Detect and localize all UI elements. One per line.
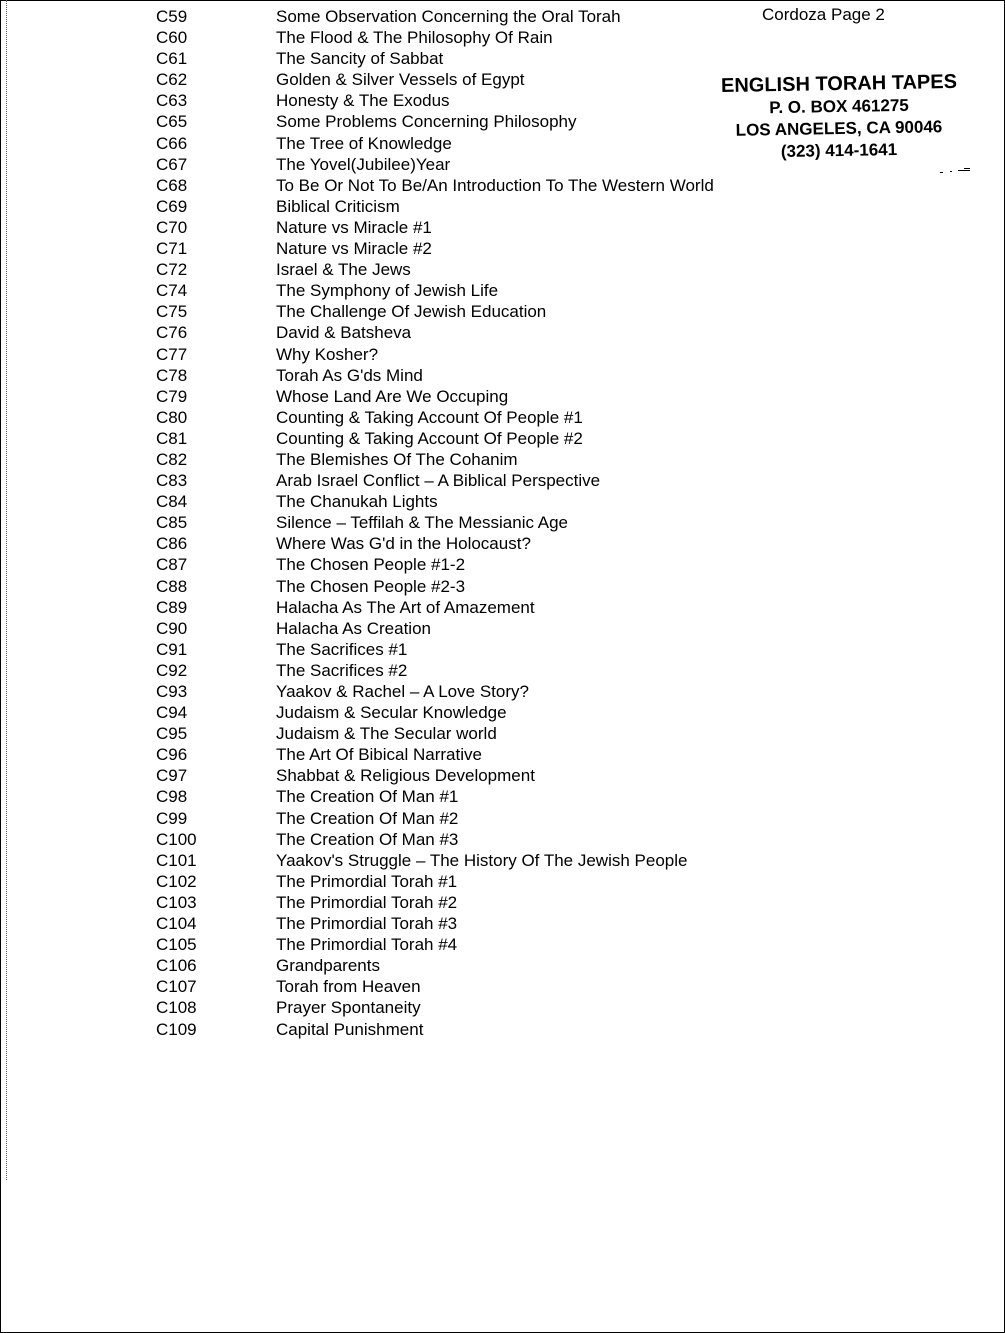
tape-title: Torah from Heaven xyxy=(276,977,421,997)
tape-code: C67 xyxy=(156,154,188,174)
tape-code: C103 xyxy=(156,892,197,912)
tape-title: The Challenge Of Jewish Education xyxy=(276,302,547,322)
list-item xyxy=(0,344,1005,365)
tape-title: Shabbat & Religious Development xyxy=(276,766,535,786)
tape-title: The Chosen People #2-3 xyxy=(276,576,466,596)
list-item xyxy=(0,196,1005,217)
list-item xyxy=(0,48,1005,69)
list-item xyxy=(0,618,1005,639)
list-item xyxy=(0,786,1005,807)
company-phone: (323) 414-1641 xyxy=(780,139,898,162)
tape-code: C74 xyxy=(156,281,188,301)
tape-code: C101 xyxy=(156,850,197,870)
tape-code: C59 xyxy=(156,7,188,26)
tape-title: The Primordial Torah #4 xyxy=(276,935,458,955)
tape-code: C108 xyxy=(156,998,197,1018)
tape-code: C82 xyxy=(156,449,188,469)
tape-code: C90 xyxy=(156,618,188,638)
tape-title: Capital Punishment xyxy=(276,1019,424,1039)
tape-code: C84 xyxy=(156,492,188,512)
tape-title: Golden & Silver Vessels of Egypt xyxy=(276,70,525,90)
list-item xyxy=(0,660,1005,681)
tape-code: C98 xyxy=(156,787,188,807)
list-item xyxy=(0,597,1005,618)
tape-code: C61 xyxy=(156,49,188,69)
tape-code: C88 xyxy=(156,576,188,596)
tape-title: The Creation Of Man #3 xyxy=(276,829,459,849)
list-item xyxy=(0,491,1005,512)
tape-title: Halacha As The Art of Amazement xyxy=(276,597,535,617)
list-item xyxy=(0,407,1005,428)
tape-title: Counting & Taking Account Of People #2 xyxy=(276,428,583,448)
list-item xyxy=(0,702,1005,723)
tape-code: C89 xyxy=(156,597,188,617)
list-item xyxy=(0,133,1005,154)
list-item xyxy=(0,154,1005,175)
tape-title: Yaakov & Rachel – A Love Story? xyxy=(276,682,529,701)
tape-code: C96 xyxy=(156,745,188,765)
tape-code: C68 xyxy=(156,175,188,195)
tape-title: Judaism & The Secular world xyxy=(276,724,497,744)
list-item xyxy=(0,386,1005,407)
tape-code: C85 xyxy=(156,513,188,533)
tape-code: C86 xyxy=(156,534,188,554)
tape-code: C76 xyxy=(156,323,188,343)
list-item xyxy=(0,576,1005,597)
list-item xyxy=(0,533,1005,554)
tape-code: C97 xyxy=(156,766,188,786)
tape-title: The Primordial Torah #1 xyxy=(276,871,458,891)
tape-title: David & Batsheva xyxy=(276,323,412,343)
company-name: ENGLISH TORAH TAPES xyxy=(720,70,958,98)
tape-title: Grandparents xyxy=(276,956,380,976)
tape-title: The Tree of Knowledge xyxy=(276,133,452,153)
list-item xyxy=(0,90,1005,111)
list-item xyxy=(0,69,1005,90)
list-item xyxy=(0,554,1005,575)
tape-title: Biblical Criticism xyxy=(276,196,400,216)
list-item xyxy=(0,6,1005,27)
tape-title: Arab Israel Conflict – A Biblical Perspective xyxy=(276,471,601,491)
list-item xyxy=(0,259,1005,280)
tape-title: The Sancity of Sabbat xyxy=(276,49,444,69)
tape-title: The Chosen People #1-2 xyxy=(276,555,466,575)
tape-code: C81 xyxy=(156,428,188,448)
tape-code: C77 xyxy=(156,344,188,364)
tape-code: C78 xyxy=(156,365,188,385)
tape-title: Prayer Spontaneity xyxy=(276,998,421,1018)
list-item xyxy=(0,27,1005,48)
tape-code: C104 xyxy=(156,914,197,934)
tape-code: C71 xyxy=(156,239,188,259)
tape-list xyxy=(0,6,1005,1040)
tape-code: C94 xyxy=(156,703,188,723)
list-item xyxy=(0,808,1005,829)
tape-code: C72 xyxy=(156,260,188,280)
tape-code: C60 xyxy=(156,28,188,48)
list-item xyxy=(0,723,1005,744)
list-item xyxy=(0,639,1005,660)
tape-code: C102 xyxy=(156,871,197,891)
list-item xyxy=(0,1019,1005,1040)
tape-code: C80 xyxy=(156,407,188,427)
tape-code: C99 xyxy=(156,808,188,828)
company-city: LOS ANGELES, CA 90046 xyxy=(735,117,943,140)
tape-title: The Creation Of Man #1 xyxy=(276,787,459,807)
list-item xyxy=(0,681,1005,702)
tape-title: Honesty & The Exodus xyxy=(276,91,450,111)
tape-title: To Be Or Not To Be/An Introduction To The Western World xyxy=(276,175,714,195)
tape-title: The Primordial Torah #2 xyxy=(276,892,458,912)
tape-title: The Sacrifices #2 xyxy=(276,660,408,680)
list-item xyxy=(0,470,1005,491)
tape-title: Some Observation Concerning the Oral Torah xyxy=(276,7,621,26)
tape-code: C65 xyxy=(156,112,188,132)
tape-code: C107 xyxy=(156,977,197,997)
page-label: Cordoza Page 2 xyxy=(762,5,885,24)
tape-code: C62 xyxy=(156,70,188,90)
list-item xyxy=(0,449,1005,470)
tape-code: C79 xyxy=(156,386,188,406)
tape-code: C92 xyxy=(156,660,188,680)
list-item xyxy=(0,365,1005,386)
tape-code: C75 xyxy=(156,302,188,322)
tape-code: C70 xyxy=(156,217,188,237)
list-item xyxy=(0,428,1005,449)
list-item xyxy=(0,217,1005,238)
list-item xyxy=(0,976,1005,997)
tape-code: C69 xyxy=(156,196,188,216)
tape-title: Israel & The Jews xyxy=(276,260,411,280)
tape-title: Why Kosher? xyxy=(276,344,379,364)
tape-title: Halacha As Creation xyxy=(276,618,431,638)
tape-title: The Creation Of Man #2 xyxy=(276,808,459,828)
tape-code: C105 xyxy=(156,935,197,955)
tape-title: The Chanukah Lights xyxy=(276,492,438,512)
list-item xyxy=(0,955,1005,976)
list-item xyxy=(0,280,1005,301)
tape-title: Counting & Taking Account Of People #1 xyxy=(276,407,583,427)
list-item xyxy=(0,850,1005,871)
tape-title: Yaakov's Struggle – The History Of The Jewish People xyxy=(276,850,688,870)
tape-title: The Art Of Bibical Narrative xyxy=(276,745,482,765)
tape-title: Some Problems Concerning Philosophy xyxy=(276,112,577,132)
list-item xyxy=(0,744,1005,765)
list-item xyxy=(0,913,1005,934)
tape-code: C93 xyxy=(156,682,188,701)
list-item xyxy=(0,512,1005,533)
list-item xyxy=(0,175,1005,196)
tape-code: C83 xyxy=(156,471,188,491)
tape-code: C66 xyxy=(156,133,188,153)
list-item xyxy=(0,765,1005,786)
tape-title: The Sacrifices #1 xyxy=(276,639,408,659)
list-item xyxy=(0,238,1005,259)
tape-title: Whose Land Are We Occuping xyxy=(276,386,509,406)
tape-title: The Blemishes Of The Cohanim xyxy=(276,449,518,469)
list-item xyxy=(0,301,1005,322)
tape-title: Nature vs Miracle #1 xyxy=(276,217,432,237)
tape-code: C95 xyxy=(156,724,188,744)
list-item xyxy=(0,829,1005,850)
tape-title: Torah As G'ds Mind xyxy=(276,365,423,385)
list-item xyxy=(0,997,1005,1018)
tape-title: Where Was G'd in the Holocaust? xyxy=(276,534,531,554)
list-item xyxy=(0,322,1005,343)
list-item xyxy=(0,934,1005,955)
company-po-box: P. O. BOX 461275 xyxy=(769,95,909,118)
tape-title: The Flood & The Philosophy Of Rain xyxy=(276,28,553,48)
tape-code: C91 xyxy=(156,639,188,659)
list-item xyxy=(0,111,1005,132)
tape-title: The Primordial Torah #3 xyxy=(276,914,458,934)
tape-title: The Yovel(Jubilee)Year xyxy=(276,154,451,174)
tape-title: The Symphony of Jewish Life xyxy=(276,281,499,301)
tape-title: Judaism & Secular Knowledge xyxy=(276,703,507,723)
tape-code: C63 xyxy=(156,91,188,111)
tape-title: Nature vs Miracle #2 xyxy=(276,239,432,259)
tape-code: C100 xyxy=(156,829,197,849)
tape-title: Silence – Teffilah & The Messianic Age xyxy=(276,513,569,533)
tape-code: C87 xyxy=(156,555,188,575)
list-item xyxy=(0,892,1005,913)
tape-code: C106 xyxy=(156,956,197,976)
tape-code: C109 xyxy=(156,1019,197,1039)
list-item xyxy=(0,871,1005,892)
